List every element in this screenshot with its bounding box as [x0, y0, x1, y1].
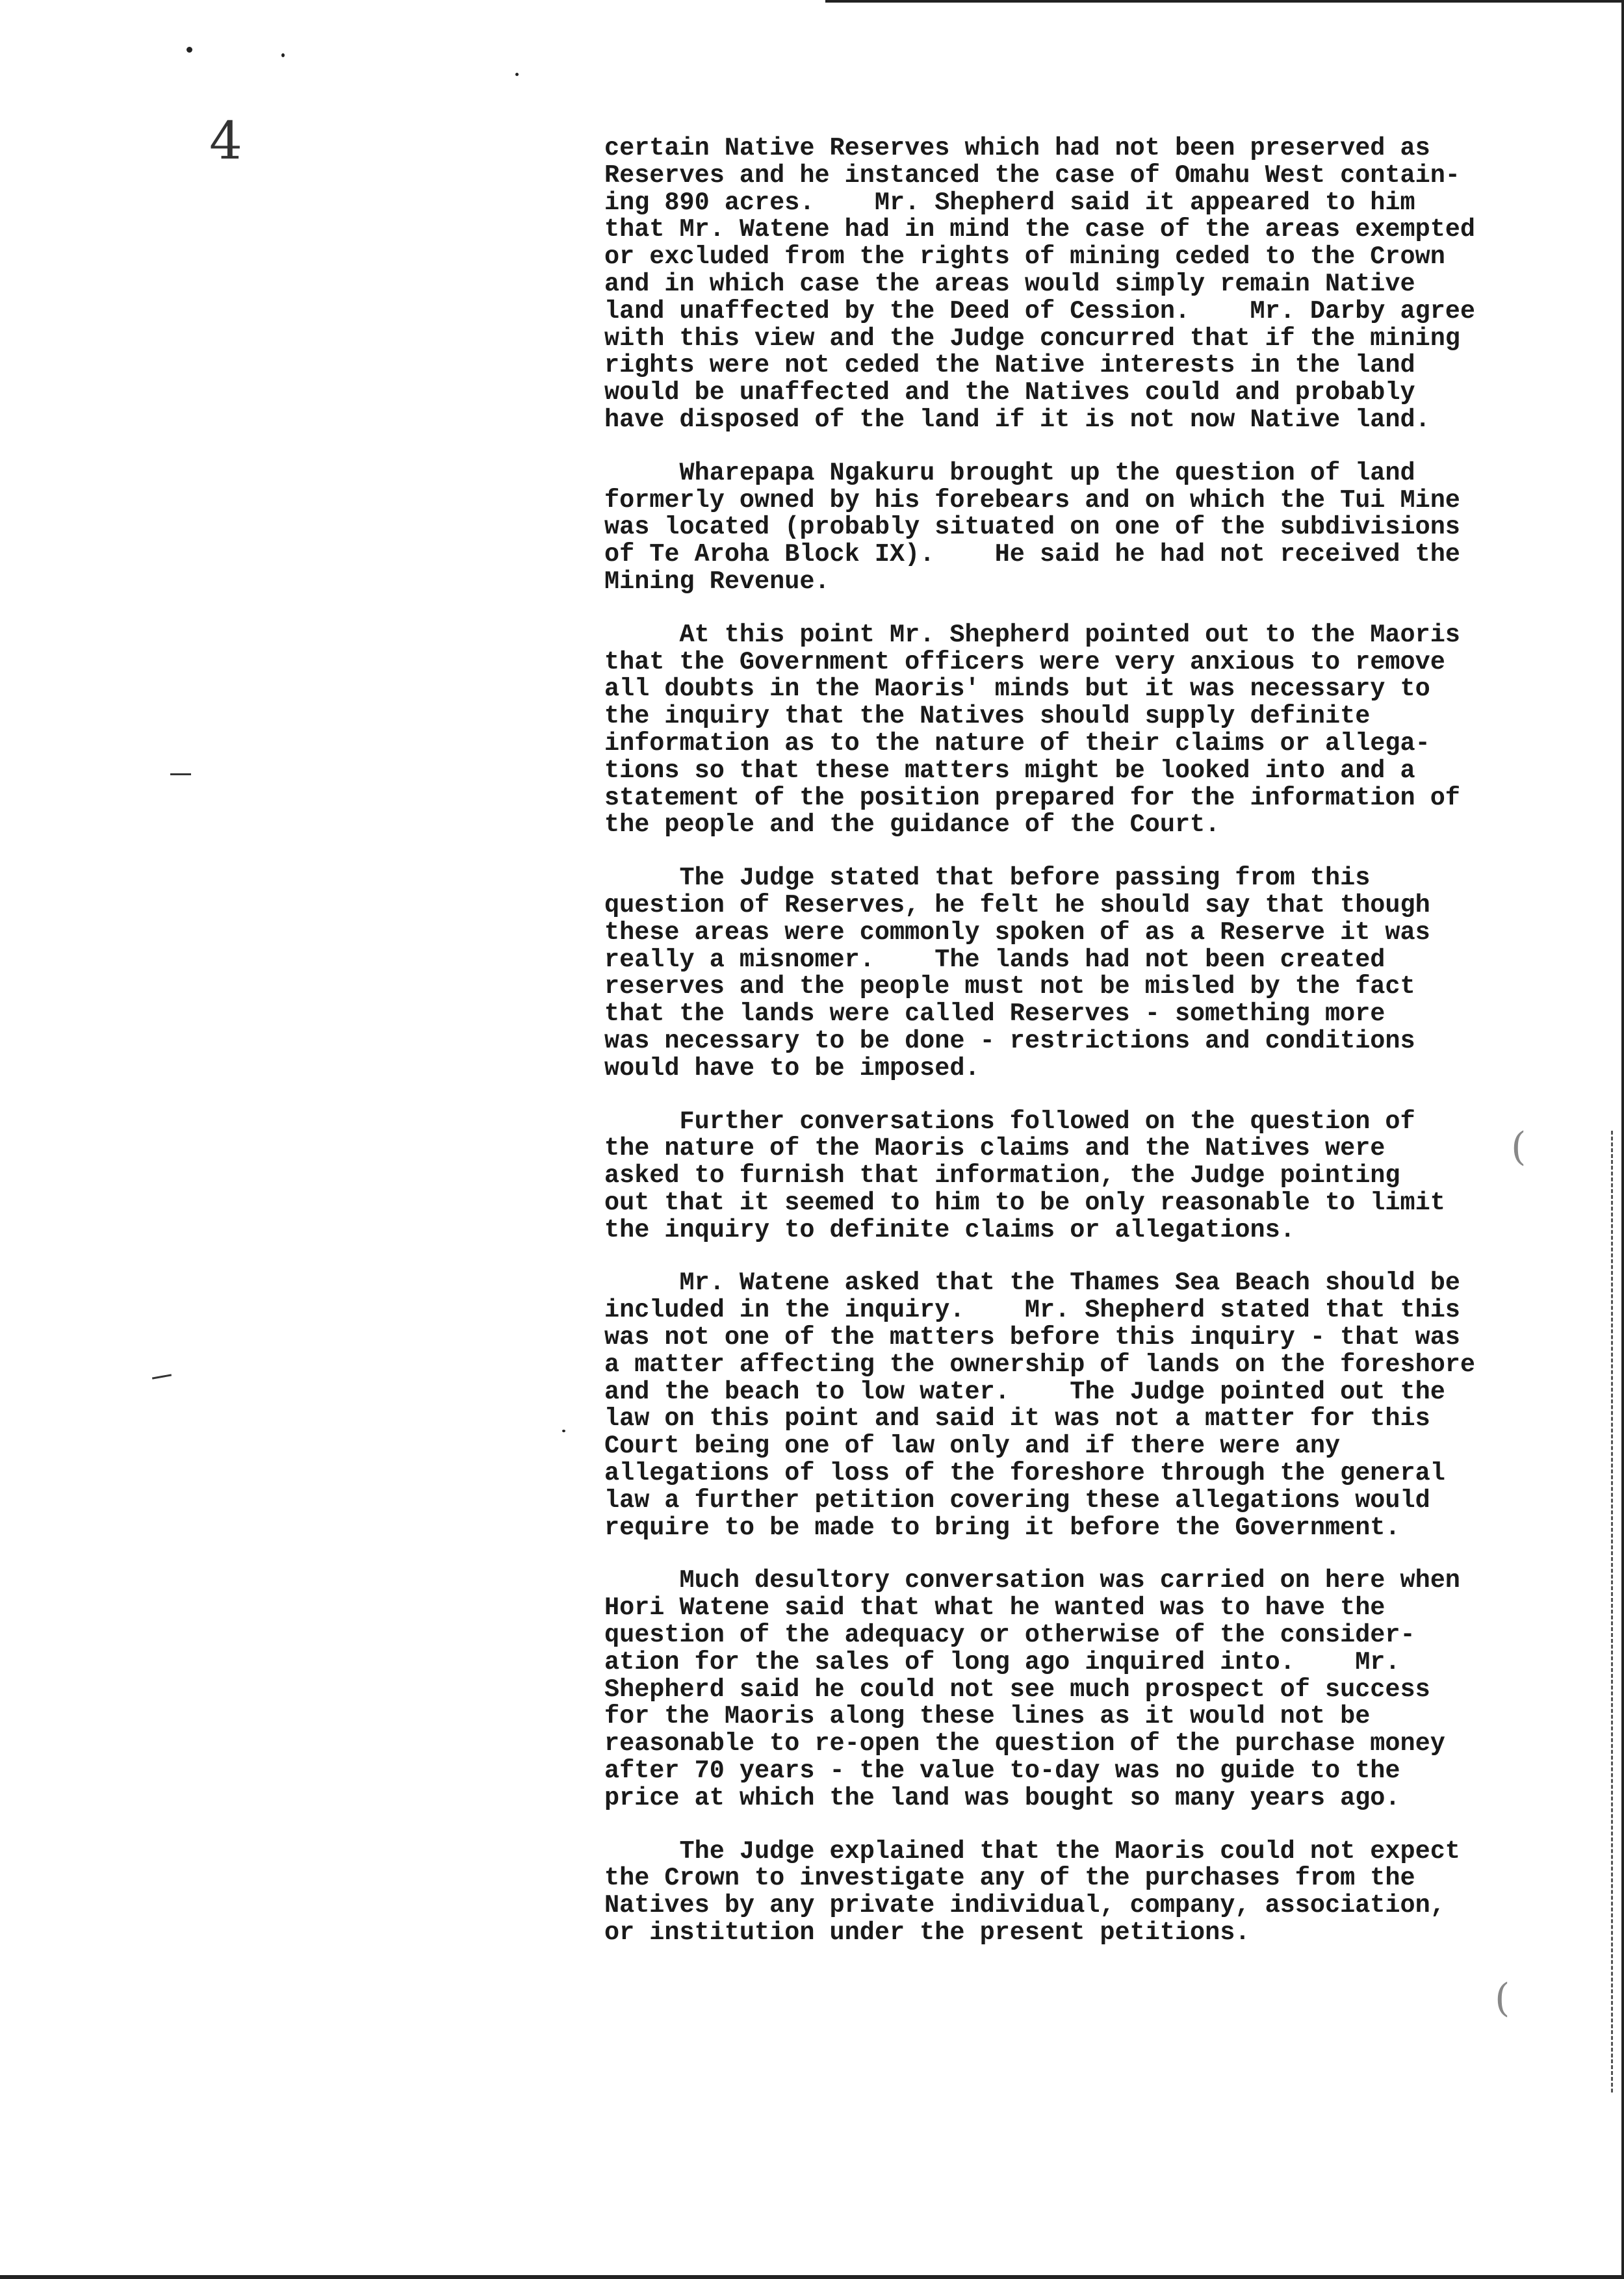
text-line: The Judge stated that before passing from this: [604, 864, 1371, 893]
margin-mark: [152, 1374, 172, 1379]
paragraph: [604, 460, 1560, 596]
text-line: would be unaffected and the Natives could and probably: [604, 378, 1415, 407]
text-line: the inquiry that the Natives should supply definite: [604, 702, 1371, 731]
text-line: statement of the position prepared for the information of: [604, 783, 1460, 812]
margin-paren: (: [1495, 1976, 1510, 2021]
text-line: all doubts in the Maoris' minds but it was necessary to: [604, 675, 1430, 704]
text-line: land unaffected by the Deed of Cession. Mr. Darby agree: [604, 296, 1476, 326]
scan-speck: [187, 47, 192, 53]
text-line: certain Native Reserves which had not been preserved as: [604, 134, 1430, 162]
text-line: Mr. Watene asked that the Thames Sea Beach should be: [604, 1268, 1460, 1298]
text-line: these areas were commonly spoken of as a Reserve it was: [604, 918, 1430, 947]
text-line: tions so that these matters might be looked into and a: [604, 756, 1415, 785]
text-line: Shepherd said he could not see much prospect of success: [604, 1675, 1430, 1704]
document-body: [604, 135, 1560, 1973]
paragraph: [604, 865, 1560, 1082]
paragraph: [604, 135, 1560, 434]
text-line: rights were not ceded the Native interests in the land: [604, 351, 1415, 380]
text-line: for the Maoris along these lines as it would not be: [604, 1702, 1371, 1731]
text-line: the Crown to investigate any of the purchases from the: [604, 1864, 1415, 1893]
text-line: information as to the nature of their claims or allega-: [604, 728, 1430, 758]
page-edge-bottom: [0, 2275, 1624, 2279]
text-line: reserves and the people must not be misled by the fact: [604, 972, 1415, 1001]
text-line: Further conversations followed on the question of: [604, 1107, 1415, 1136]
margin-paren: (: [1511, 1124, 1527, 1170]
text-line: that Mr. Watene had in mind the case of the areas exempted: [604, 215, 1476, 244]
text-line: allegations of loss of the foreshore through the general: [604, 1459, 1445, 1488]
text-line: question of the adequacy or otherwise of the consider-: [604, 1621, 1415, 1650]
text-line: or excluded from the rights of mining ceded to the Crown: [604, 242, 1445, 272]
paragraph: [604, 1109, 1560, 1244]
text-line: Wharepapa Ngakuru brought up the question of land: [604, 458, 1415, 487]
text-line: of Te Aroha Block IX). He said he had not received the: [604, 540, 1460, 569]
text-line: Hori Watene said that what he wanted was to have the: [604, 1593, 1386, 1623]
scan-speck: [515, 73, 519, 76]
paragraph: [604, 622, 1560, 839]
text-line: really a misnomer. The lands had not been created: [604, 945, 1386, 974]
text-line: that the lands were called Reserves - something more: [604, 999, 1386, 1029]
scan-speck: [281, 53, 285, 57]
margin-mark: [170, 773, 191, 775]
text-line: was located (probably situated on one of the subdivisions: [604, 513, 1460, 542]
text-line: Reserves and he instanced the case of Omahu West contain-: [604, 161, 1460, 190]
text-line: out that it seemed to him to be only reasonable to limit: [604, 1188, 1445, 1217]
text-line: ation for the sales of long ago inquired into. Mr.: [604, 1647, 1400, 1677]
text-line: and the beach to low water. The Judge pointed out the: [604, 1377, 1445, 1406]
text-line: law a further petition covering these allegations would: [604, 1486, 1430, 1515]
text-line: reasonable to re-open the question of the purchase money: [604, 1729, 1445, 1758]
text-line: the inquiry to definite claims or allegations.: [604, 1215, 1295, 1244]
paragraph: [604, 1838, 1560, 1947]
text-line: have disposed of the land if it is not now Native land.: [604, 405, 1430, 434]
text-line: The Judge explained that the Maoris could not expect: [604, 1836, 1460, 1866]
text-line: after 70 years - the value to-day was no guide to the: [604, 1757, 1400, 1786]
text-line: asked to furnish that information, the Judge pointing: [604, 1161, 1400, 1191]
text-line: Much desultory conversation was carried on here when: [604, 1566, 1460, 1595]
page-edge-right: [1621, 0, 1624, 2279]
text-line: ing 890 acres. Mr. Shepherd said it appeared to him: [604, 188, 1415, 217]
text-line: a matter affecting the ownership of lands on the foreshore: [604, 1350, 1476, 1379]
margin-rule: [1611, 1131, 1615, 2092]
text-line: formerly owned by his forebears and on which the Tui Mine: [604, 485, 1460, 515]
text-line: require to be made to bring it before the Government.: [604, 1513, 1400, 1542]
text-line: with this view and the Judge concurred that if the mining: [604, 324, 1460, 353]
text-line: law on this point and said it was not a matter for this: [604, 1404, 1430, 1434]
page-number: 4: [209, 110, 242, 171]
text-line: Court being one of law only and if there were any: [604, 1432, 1341, 1461]
text-line: price at which the land was bought so many years ago.: [604, 1783, 1400, 1812]
text-line: and in which case the areas would simply remain Native: [604, 269, 1415, 298]
paragraph: [604, 1567, 1560, 1812]
text-line: Natives by any private individual, company, association,: [604, 1891, 1445, 1920]
text-line: At this point Mr. Shepherd pointed out to the Maoris: [604, 620, 1460, 649]
text-line: was necessary to be done - restrictions and conditions: [604, 1026, 1415, 1055]
text-line: question of Reserves, he felt he should say that though: [604, 890, 1430, 920]
paragraph: [604, 1270, 1560, 1541]
text-line: was not one of the matters before this inquiry - that was: [604, 1323, 1460, 1352]
text-line: the nature of the Maoris claims and the Natives were: [604, 1134, 1386, 1163]
text-line: the people and the guidance of the Court.: [604, 810, 1220, 840]
text-line: would have to be imposed.: [604, 1053, 980, 1083]
page-edge-top: [825, 0, 1624, 3]
scan-speck: [562, 1430, 565, 1432]
text-line: or institution under the present petitions.: [604, 1918, 1250, 1948]
text-line: included in the inquiry. Mr. Shepherd stated that this: [604, 1296, 1460, 1325]
text-line: Mining Revenue.: [604, 567, 830, 596]
text-line: that the Government officers were very anxious to remove: [604, 647, 1445, 676]
